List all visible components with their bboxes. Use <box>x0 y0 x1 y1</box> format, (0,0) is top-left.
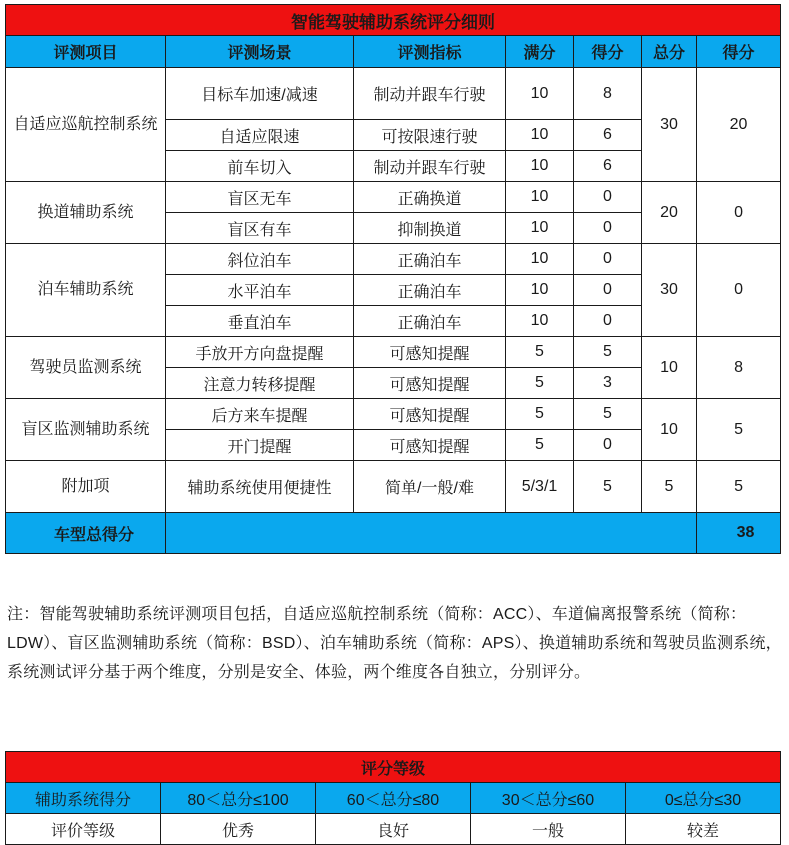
grade-value: 一般 <box>471 814 626 845</box>
table-title: 智能驾驶辅助系统评分细则 <box>6 5 781 36</box>
column-header: 得分 <box>574 36 642 68</box>
evaluation-scene: 盲区无车 <box>166 182 354 213</box>
scene-score: 5 <box>574 337 642 368</box>
column-header: 得分 <box>697 36 781 68</box>
evaluation-metric: 简单/一般/难 <box>354 461 506 513</box>
full-score: 10 <box>506 151 574 182</box>
full-score: 10 <box>506 120 574 151</box>
scene-score: 0 <box>574 306 642 337</box>
evaluation-metric: 正确换道 <box>354 182 506 213</box>
table-row <box>6 461 781 513</box>
table-row <box>6 182 781 213</box>
evaluation-scene: 开门提醒 <box>166 430 354 461</box>
scene-score: 3 <box>574 368 642 399</box>
table-row <box>6 244 781 275</box>
scene-score: 8 <box>574 68 642 120</box>
group-total: 10 <box>642 399 697 461</box>
evaluation-scene: 目标车加速/减速 <box>166 68 354 120</box>
evaluation-metric: 正确泊车 <box>354 244 506 275</box>
column-header: 评测项目 <box>6 36 166 68</box>
grade-level-table <box>5 751 781 845</box>
full-score: 10 <box>506 68 574 120</box>
group-score: 8 <box>697 337 781 399</box>
score-range: 30＜总分≤60 <box>471 783 626 814</box>
evaluation-metric: 抑制换道 <box>354 213 506 244</box>
evaluation-metric: 正确泊车 <box>354 275 506 306</box>
full-score: 5/3/1 <box>506 461 574 513</box>
evaluation-scene: 前车切入 <box>166 151 354 182</box>
full-score: 10 <box>506 275 574 306</box>
full-score: 5 <box>506 368 574 399</box>
evaluation-scene: 手放开方向盘提醒 <box>166 337 354 368</box>
full-score: 5 <box>506 430 574 461</box>
evaluation-item: 驾驶员监测系统 <box>6 337 166 399</box>
evaluation-metric: 可感知提醒 <box>354 337 506 368</box>
evaluation-scene: 注意力转移提醒 <box>166 368 354 399</box>
grade-header-label: 辅助系统得分 <box>6 783 161 814</box>
evaluation-metric: 制动并跟车行驶 <box>354 68 506 120</box>
evaluation-scene: 垂直泊车 <box>166 306 354 337</box>
scene-score: 0 <box>574 182 642 213</box>
table-row <box>6 68 781 120</box>
scene-score: 0 <box>574 244 642 275</box>
column-header: 评测指标 <box>354 36 506 68</box>
evaluation-metric: 可按限速行驶 <box>354 120 506 151</box>
grade-row-label: 评价等级 <box>6 814 161 845</box>
evaluation-scene: 水平泊车 <box>166 275 354 306</box>
footnote: 注：智能驾驶辅助系统评测项目包括，自适应巡航控制系统（简称：ACC）、车道偏离报警系统（简称：LDW）、盲区监测辅助系统（简称：BSD）、泊车辅助系统（简称：APS）、换道辅助系统和驾驶员监测系统，系统测试评分基于两个维度，分别是安全、体验，两个维度各自独立，分别评分。 <box>7 606 782 681</box>
evaluation-scene: 自适应限速 <box>166 120 354 151</box>
evaluation-scene: 盲区有车 <box>166 213 354 244</box>
total-spacer <box>166 513 697 554</box>
scene-score: 0 <box>574 275 642 306</box>
full-score: 5 <box>506 399 574 430</box>
evaluation-item: 盲区监测辅助系统 <box>6 399 166 461</box>
grade-level-row <box>6 814 781 845</box>
grade-header-row <box>6 783 781 814</box>
score-range: 60＜总分≤80 <box>316 783 471 814</box>
table-header-row <box>6 36 781 68</box>
grade-value: 较差 <box>626 814 781 845</box>
evaluation-item: 换道辅助系统 <box>6 182 166 244</box>
column-header: 总分 <box>642 36 697 68</box>
group-total: 30 <box>642 244 697 337</box>
group-score: 5 <box>697 461 781 513</box>
evaluation-scene: 辅助系统使用便捷性 <box>166 461 354 513</box>
group-score: 0 <box>697 182 781 244</box>
group-total: 10 <box>642 337 697 399</box>
column-header: 满分 <box>506 36 574 68</box>
column-header: 评测场景 <box>166 36 354 68</box>
evaluation-item: 自适应巡航控制系统 <box>6 68 166 182</box>
table-row <box>6 337 781 368</box>
scoring-detail-table <box>5 4 781 554</box>
table-row <box>6 399 781 430</box>
group-total: 30 <box>642 68 697 182</box>
total-row <box>6 513 781 554</box>
full-score: 10 <box>506 182 574 213</box>
grade-value: 良好 <box>316 814 471 845</box>
scene-score: 6 <box>574 120 642 151</box>
group-score: 20 <box>697 68 781 182</box>
evaluation-metric: 可感知提醒 <box>354 430 506 461</box>
evaluation-metric: 正确泊车 <box>354 306 506 337</box>
evaluation-item: 附加项 <box>6 461 166 513</box>
total-score-value: 38 <box>697 513 781 554</box>
scene-score: 6 <box>574 151 642 182</box>
scene-score: 5 <box>574 399 642 430</box>
evaluation-metric: 制动并跟车行驶 <box>354 151 506 182</box>
grade-value: 优秀 <box>161 814 316 845</box>
evaluation-metric: 可感知提醒 <box>354 399 506 430</box>
scene-score: 0 <box>574 213 642 244</box>
full-score: 10 <box>506 244 574 275</box>
evaluation-scene: 后方来车提醒 <box>166 399 354 430</box>
evaluation-metric: 可感知提醒 <box>354 368 506 399</box>
full-score: 5 <box>506 337 574 368</box>
scene-score: 5 <box>574 461 642 513</box>
scene-score: 0 <box>574 430 642 461</box>
group-score: 0 <box>697 244 781 337</box>
score-range: 0≤总分≤30 <box>626 783 781 814</box>
evaluation-scene: 斜位泊车 <box>166 244 354 275</box>
group-total: 20 <box>642 182 697 244</box>
score-range: 80＜总分≤100 <box>161 783 316 814</box>
grade-table-title: 评分等级 <box>6 752 781 783</box>
group-total: 5 <box>642 461 697 513</box>
evaluation-item: 泊车辅助系统 <box>6 244 166 337</box>
group-score: 5 <box>697 399 781 461</box>
total-score-label: 车型总得分 <box>6 513 166 554</box>
full-score: 10 <box>506 306 574 337</box>
full-score: 10 <box>506 213 574 244</box>
